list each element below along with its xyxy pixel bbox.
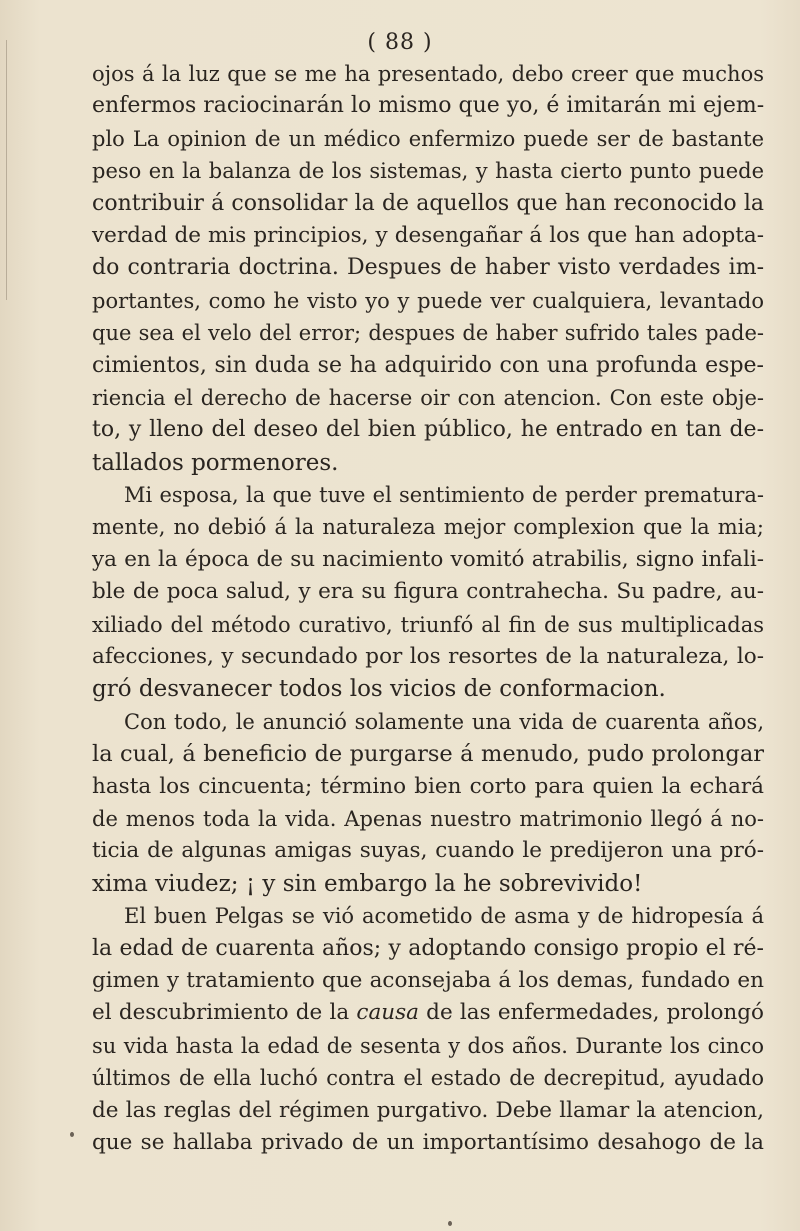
text-line: plo La opinion de un médico enfermizo puede ser de bastante bbox=[92, 126, 764, 151]
text-line: afecciones, y secundado por los resortes de la naturaleza, lo- bbox=[92, 644, 764, 670]
text-line: últimos de ella luchó contra el estado de decrepitud, ayudado bbox=[92, 1066, 764, 1091]
text-line: de menos toda la vida. Apenas nuestro matrimonio llegó á no- bbox=[92, 806, 764, 831]
text-line: su vida hasta la edad de sesenta y dos años. Durante los cinco bbox=[92, 1033, 764, 1058]
ink-speck bbox=[448, 1221, 452, 1226]
text-line: gimen y tratamiento que aconsejaba á los demas, fundado en bbox=[92, 967, 764, 993]
emphasized-word: causa bbox=[356, 1000, 419, 1026]
text-line: que se hallaba privado de un importantísimo desahogo de la bbox=[92, 1129, 764, 1155]
text-line: hasta los cincuenta; término bien corto para quien la echará bbox=[92, 773, 764, 799]
text-line: verdad de mis principios, y desengañar á los que han adopta- bbox=[92, 222, 764, 248]
text-line: xiliado del método curativo, triunfó al fin de sus multiplicadas bbox=[92, 612, 764, 637]
text-line: enfermos raciocinarán lo mismo que yo, é imitarán mi ejem- bbox=[92, 93, 765, 119]
text-line: El buen Pelgas se vió acometido de asma y de hidropesía á bbox=[124, 904, 764, 929]
body-text bbox=[92, 58, 764, 1159]
text-line: riencia el derecho de hacerse oir con atencion. Con este obje- bbox=[92, 385, 764, 410]
text-line: ojos á la luz que se me ha presentado, debo creer que muchos bbox=[92, 62, 764, 86]
text-line: la edad de cuarenta años; y adoptando consigo propio el ré- bbox=[92, 935, 764, 961]
text-line: ticia de algunas amigas suyas, cuando le predijeron una pró- bbox=[92, 838, 764, 864]
text-line: Con todo, le anunció solamente una vida de cuarenta años, bbox=[124, 709, 764, 734]
text-line: el descubrimiento de la causa de las enfermedades, prolongó bbox=[92, 1000, 764, 1026]
text-line: ble de poca salud, y era su figura contrahecha. Su padre, au- bbox=[92, 579, 764, 605]
text-line: que sea el velo del error; despues de haber sufrido tales pade- bbox=[92, 321, 764, 346]
text-line: la cual, á beneficio de purgarse á menudo, pudo prolongar bbox=[92, 741, 764, 768]
text-line: portantes, como he visto yo y puede ver cualquiera, levantado bbox=[92, 288, 764, 313]
text-line: to, y lleno del deseo del bien público, he entrado en tan de- bbox=[92, 417, 764, 443]
text-line: Mi esposa, la que tuve el sentimiento de perder prematura- bbox=[124, 483, 764, 508]
text-line: gró desvanecer todos los vicios de conformacion. bbox=[92, 676, 666, 703]
text-line: peso en la balanza de los sistemas, y hasta cierto punto puede bbox=[92, 159, 764, 184]
text-line: do contraria doctrina. Despues de haber visto verdades im- bbox=[92, 255, 764, 281]
ink-speck bbox=[70, 1132, 74, 1137]
text-line: tallados pormenores. bbox=[92, 449, 339, 476]
text-line: contribuir á consolidar la de aquellos que han reconocido la bbox=[92, 190, 764, 216]
page-number: ( 88 ) bbox=[367, 30, 433, 55]
text-line: cimientos, sin duda se ha adquirido con una profunda espe- bbox=[92, 352, 764, 378]
text-line: de las reglas del régimen purgativo. Debe llamar la atencion, bbox=[92, 1097, 764, 1123]
binding-edge bbox=[6, 40, 7, 300]
text-line: xima viudez; ¡ y sin embargo la he sobrevivido! bbox=[92, 870, 643, 897]
text-line: mente, no debió á la naturaleza mejor complexion que la mia; bbox=[92, 515, 764, 540]
text-line: ya en la época de su nacimiento vomitó atrabilis, signo infali- bbox=[92, 546, 764, 572]
